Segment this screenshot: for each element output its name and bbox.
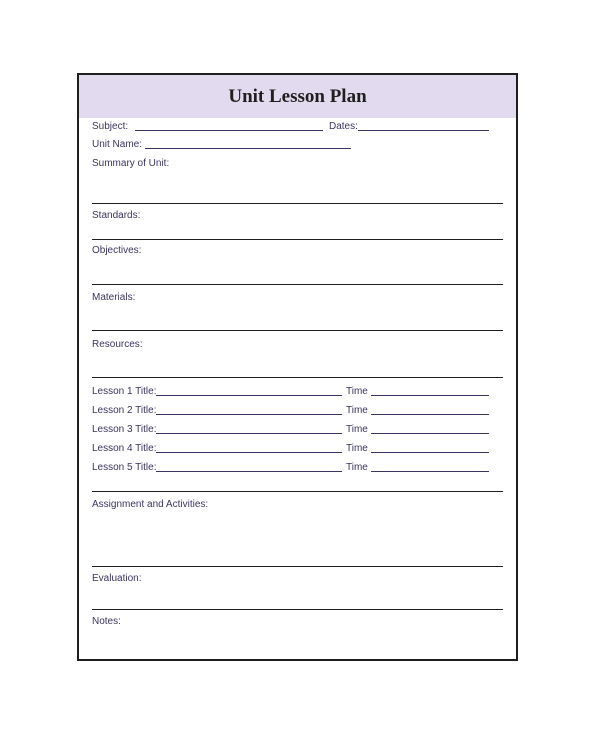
resources-label: Resources: bbox=[92, 339, 143, 350]
lesson-1-time-label: Time bbox=[346, 386, 368, 397]
standards-label: Standards: bbox=[92, 210, 141, 221]
lesson-4-title-blank[interactable] bbox=[156, 452, 342, 453]
subject-blank[interactable] bbox=[135, 130, 323, 131]
dates-label: Dates: bbox=[329, 121, 358, 132]
lesson-4-time-label: Time bbox=[346, 443, 368, 454]
lesson-plan-form bbox=[77, 73, 518, 661]
lesson-1-time-blank[interactable] bbox=[371, 395, 489, 396]
resources-rule[interactable] bbox=[92, 377, 503, 378]
form-header bbox=[79, 75, 516, 118]
subject-label: Subject: bbox=[92, 121, 129, 132]
assignment-label: Assignment and Activities: bbox=[92, 499, 209, 510]
evaluation-label: Evaluation: bbox=[92, 573, 142, 584]
lesson-4-label: Lesson 4 Title: bbox=[92, 443, 157, 454]
lesson-3-time-label: Time bbox=[346, 424, 368, 435]
standards-rule[interactable] bbox=[92, 239, 503, 240]
lesson-2-title-blank[interactable] bbox=[156, 414, 342, 415]
lesson-3-time-blank[interactable] bbox=[371, 433, 489, 434]
lessons-rule[interactable] bbox=[92, 491, 503, 492]
unit-name-blank[interactable] bbox=[145, 148, 351, 149]
lesson-5-title-blank[interactable] bbox=[156, 471, 342, 472]
summary-label: Summary of Unit: bbox=[92, 158, 170, 169]
materials-rule[interactable] bbox=[92, 330, 503, 331]
dates-blank[interactable] bbox=[358, 130, 489, 131]
summary-rule[interactable] bbox=[92, 203, 503, 204]
lesson-2-time-blank[interactable] bbox=[371, 414, 489, 415]
lesson-3-label: Lesson 3 Title: bbox=[92, 424, 157, 435]
objectives-rule[interactable] bbox=[92, 284, 503, 285]
lesson-5-time-blank[interactable] bbox=[371, 471, 489, 472]
evaluation-rule[interactable] bbox=[92, 609, 503, 610]
notes-label: Notes: bbox=[92, 616, 121, 627]
unit-name-label: Unit Name: bbox=[92, 139, 143, 150]
lesson-1-label: Lesson 1 Title: bbox=[92, 386, 157, 397]
assignment-rule[interactable] bbox=[92, 566, 503, 567]
lesson-4-time-blank[interactable] bbox=[371, 452, 489, 453]
form-title: Unit Lesson Plan bbox=[228, 86, 367, 107]
lesson-5-time-label: Time bbox=[346, 462, 368, 473]
lesson-1-title-blank[interactable] bbox=[156, 395, 342, 396]
lesson-5-label: Lesson 5 Title: bbox=[92, 462, 157, 473]
lesson-2-time-label: Time bbox=[346, 405, 368, 416]
objectives-label: Objectives: bbox=[92, 245, 142, 256]
lesson-3-title-blank[interactable] bbox=[156, 433, 342, 434]
lesson-2-label: Lesson 2 Title: bbox=[92, 405, 157, 416]
materials-label: Materials: bbox=[92, 292, 136, 303]
